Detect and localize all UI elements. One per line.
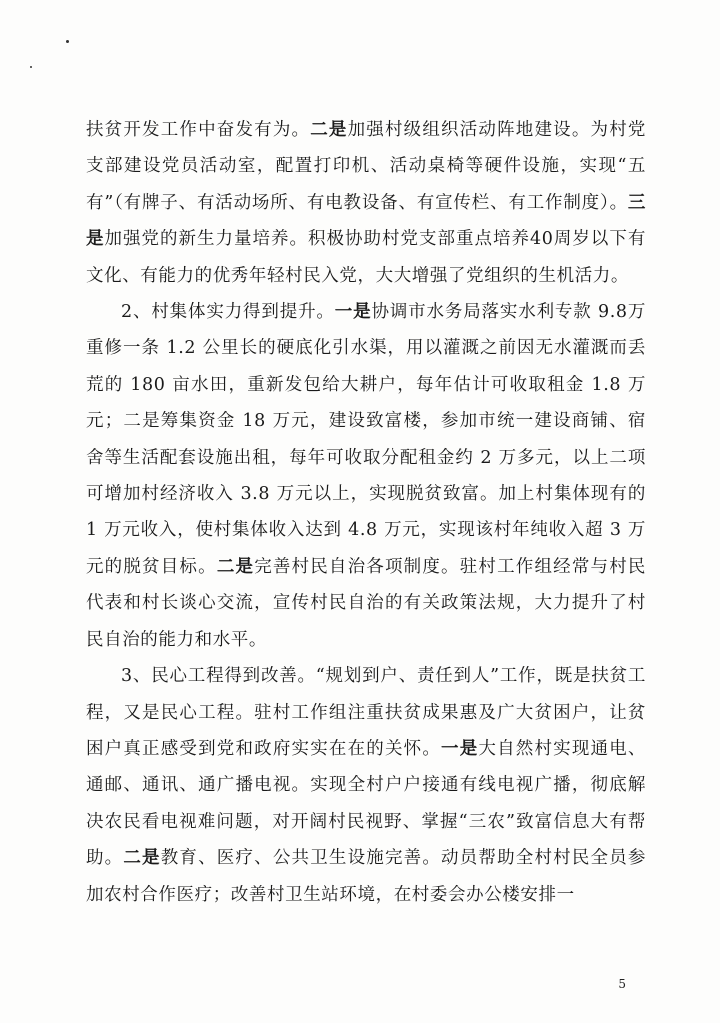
- page-number: 5: [618, 977, 626, 991]
- paragraph-1: [86, 112, 646, 294]
- paragraph-2: [86, 294, 646, 658]
- bold-marker: 一是: [441, 738, 479, 759]
- text-run: 加强党的新生力量培养。积极协助村党支部重点培养40周岁以下有文化、有能力的优秀年轻村民入党，大大增强了党组织的生机活力。: [86, 229, 647, 286]
- paragraph-3: [86, 658, 646, 913]
- text-run: 大自然村实现通电、通邮、通讯、通广播电视。实现全村户户接通有线电视广播，彻底解决农民看电视难问题，对开阔村民视野、掌握“三农”致富信息大有帮助。: [86, 738, 646, 869]
- bold-marker: 二是: [310, 120, 348, 140]
- text-run: 协调市水务局落实水利专款 9.8万重修一条 1.2 公里长的硬底化引水渠，用以灌溉之前因无水灌溉而丢荒的 180 亩水田，重新发包给大耕户，每年估计可收取租金 1.8 万元；二是筹集资金 18 万元，建设致富楼，参加市统一建设商铺、宿舍等生活配套设施出租，每年可收取分配租金约 2 万多元，以上二项可增加村经济收入 3.8 万元以上，实现脱贫致富。加上村集体现有的1 万元收入，使村集体收入达到 4.8 万元，实现该村年纯收入超 3 万元的脱贫目标。: [86, 302, 647, 577]
- scan-speck: [66, 40, 69, 43]
- text-run: 2、村集体实力得到提升。: [121, 302, 335, 323]
- bold-marker: 二是: [123, 848, 161, 869]
- text-run: 扶贫开发工作中奋发有为。: [86, 120, 311, 140]
- text-run: 教育、医疗、公共卫生设施完善。动员帮助全村村民全员参加农村合作医疗；改善村卫生站环境，在村委会办公楼安排一: [86, 848, 646, 905]
- text-run: 3、民心工程得到改善。“规划到户、责任到人”工作，既是扶贫工程，又是民心工程。驻村工作组注重扶贫成果惠及广大贫困户，让贫困户真正感受到党和政府实实在在的关怀。: [86, 666, 646, 759]
- bold-marker: 一是: [334, 302, 372, 323]
- body-text: [86, 112, 646, 913]
- scan-speck: [30, 66, 32, 68]
- text-run: 加强村级组织活动阵地建设。为村党支部建设党员活动室，配置打印机、活动桌椅等硬件设施，实现“五有”（有牌子、有活动场所、有电教设备、有宣传栏、有工作制度）。: [86, 120, 646, 213]
- bold-marker: 二是: [216, 556, 255, 577]
- bold-marker: 三是: [86, 192, 646, 250]
- text-run: 完善村民自治各项制度。驻村工作组经常与村民代表和村长谈心交流，宣传村民自治的有关政策法规，大力提升了村民自治的能力和水平。: [86, 556, 646, 650]
